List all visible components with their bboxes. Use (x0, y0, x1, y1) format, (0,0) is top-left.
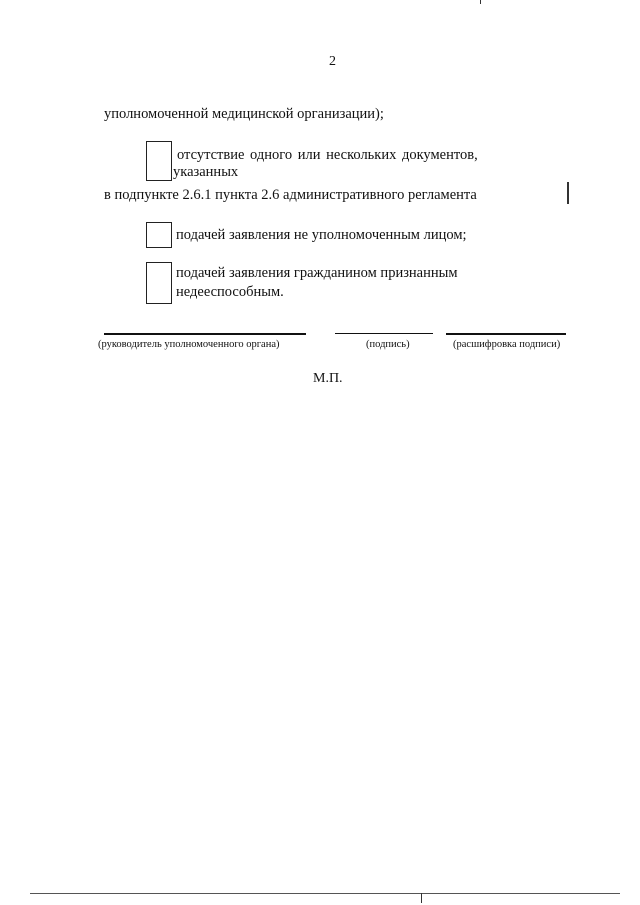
checkbox-missing-documents[interactable] (146, 141, 172, 181)
option-incapacitated-citizen-line1: подачей заявления гражданином признанным (176, 265, 458, 281)
option-incapacitated-citizen-line2: недееспособным. (176, 284, 284, 300)
checkbox-incapacitated-citizen[interactable] (146, 262, 172, 304)
text-line-organization: уполномоченной медицинской организации); (104, 106, 384, 122)
signature-line-head (104, 333, 306, 335)
option-unauthorized-person: подачей заявления не уполномоченным лицом; (176, 227, 467, 243)
stamp-label: М.П. (313, 371, 343, 386)
scan-artifact-bottom-tick (421, 893, 422, 903)
scan-artifact-top (480, 0, 481, 4)
option-missing-documents-line3: в подпункте 2.6.1 пункта 2.6 административного регламента (104, 187, 477, 203)
caption-decode: (расшифровка подписи) (453, 339, 561, 350)
scan-artifact-bottom-line (30, 893, 620, 894)
page-number: 2 (329, 54, 336, 69)
signature-line-sign (335, 333, 433, 334)
option-missing-documents-line1: отсутствие одного или нескольких документов, (177, 147, 478, 163)
caption-head: (руководитель уполномоченного органа) (98, 339, 280, 350)
option-missing-documents-line2: указанных (173, 164, 239, 180)
caption-sign: (подпись) (366, 339, 410, 350)
signature-line-decode (446, 333, 566, 335)
margin-bar (567, 182, 569, 204)
checkbox-unauthorized-person[interactable] (146, 222, 172, 248)
